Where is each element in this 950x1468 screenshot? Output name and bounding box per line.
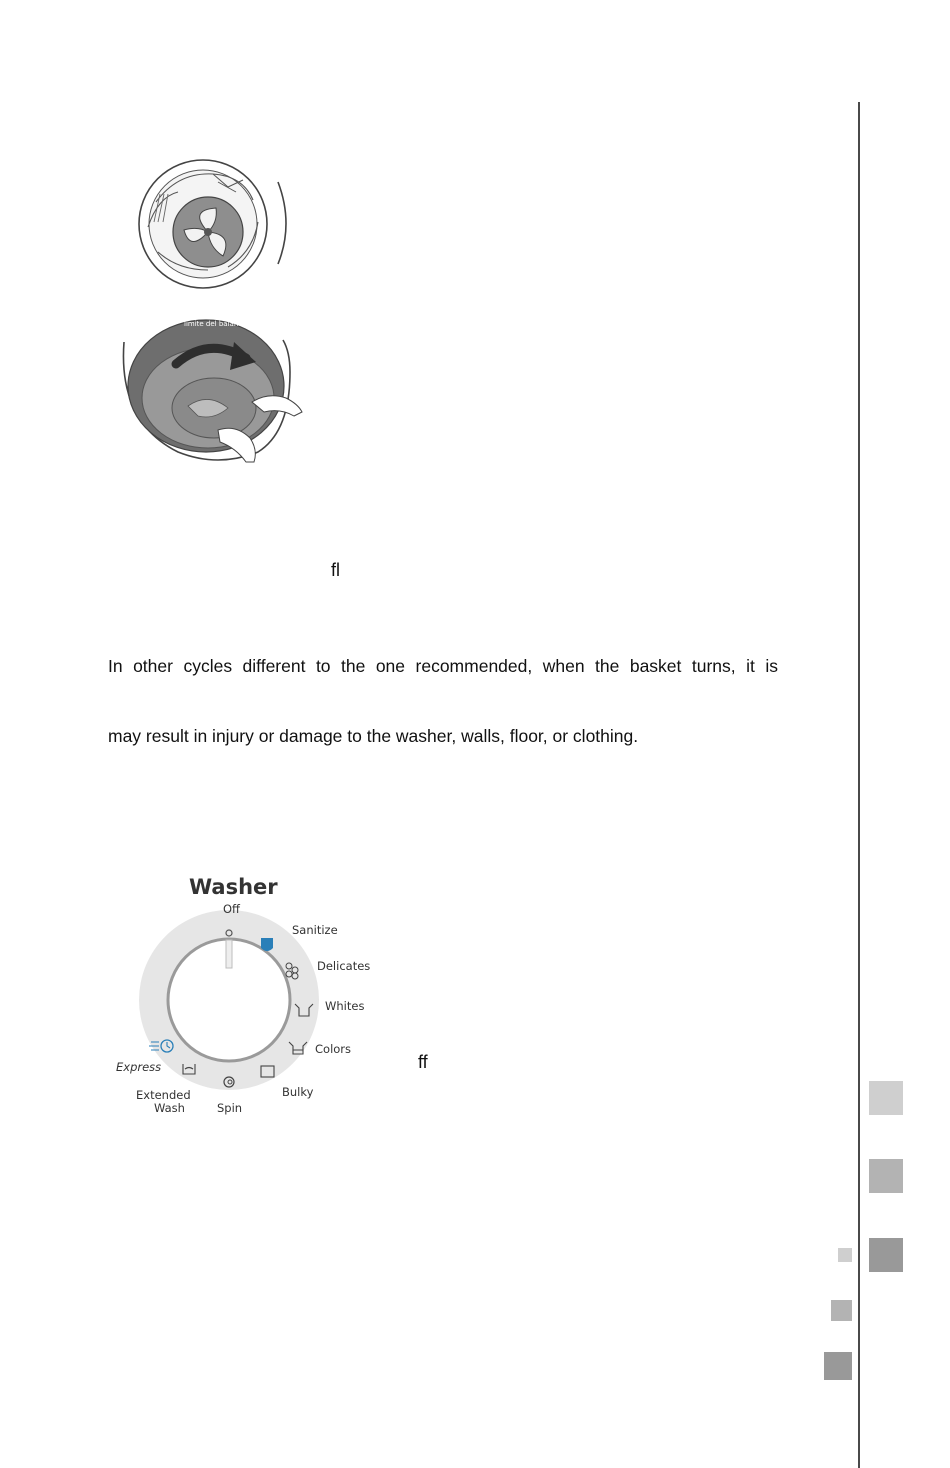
dial-label-colors: Colors — [315, 1042, 352, 1056]
chapter-tab-3 — [869, 1238, 903, 1272]
dial-label-spin: Spin — [217, 1101, 243, 1115]
ligature-fragment-ff: ff — [418, 1052, 428, 1072]
balance-limit-label: limite del balance — [184, 320, 247, 328]
dial-label-delicates: Delicates — [317, 959, 371, 973]
margin-rule — [858, 102, 860, 1468]
ligature-fragment-fl: fl — [331, 560, 340, 580]
dial-label-extended-line2: Wash — [154, 1101, 185, 1115]
index-square-large — [824, 1352, 852, 1380]
dial-label-off: Off — [223, 902, 240, 916]
chapter-tab-2 — [869, 1159, 903, 1193]
dial-label-extended-line1: Extended — [136, 1088, 191, 1102]
dial-title: Washer — [189, 875, 278, 899]
index-square-small — [838, 1248, 852, 1262]
washer-cycle-dial — [105, 870, 375, 1120]
chapter-tab-1 — [869, 1081, 903, 1115]
dial-pointer — [226, 940, 232, 968]
dial-label-bulky: Bulky — [282, 1085, 314, 1099]
dial-label-express: Express — [116, 1060, 162, 1074]
basket-top-view-illustration — [118, 152, 298, 292]
index-square-medium — [831, 1300, 852, 1321]
dial-label-sanitize: Sanitize — [292, 923, 338, 937]
redistribute-load-illustration — [118, 312, 308, 472]
sanitize-shield-icon — [261, 938, 273, 951]
paragraph-line-2: may result in injury or damage to the washer, walls, floor, or clothing. — [108, 726, 639, 746]
dial-label-whites: Whites — [325, 999, 365, 1013]
paragraph-line-1: In other cycles different to the one recommended, when the basket turns, it is — [108, 656, 778, 676]
